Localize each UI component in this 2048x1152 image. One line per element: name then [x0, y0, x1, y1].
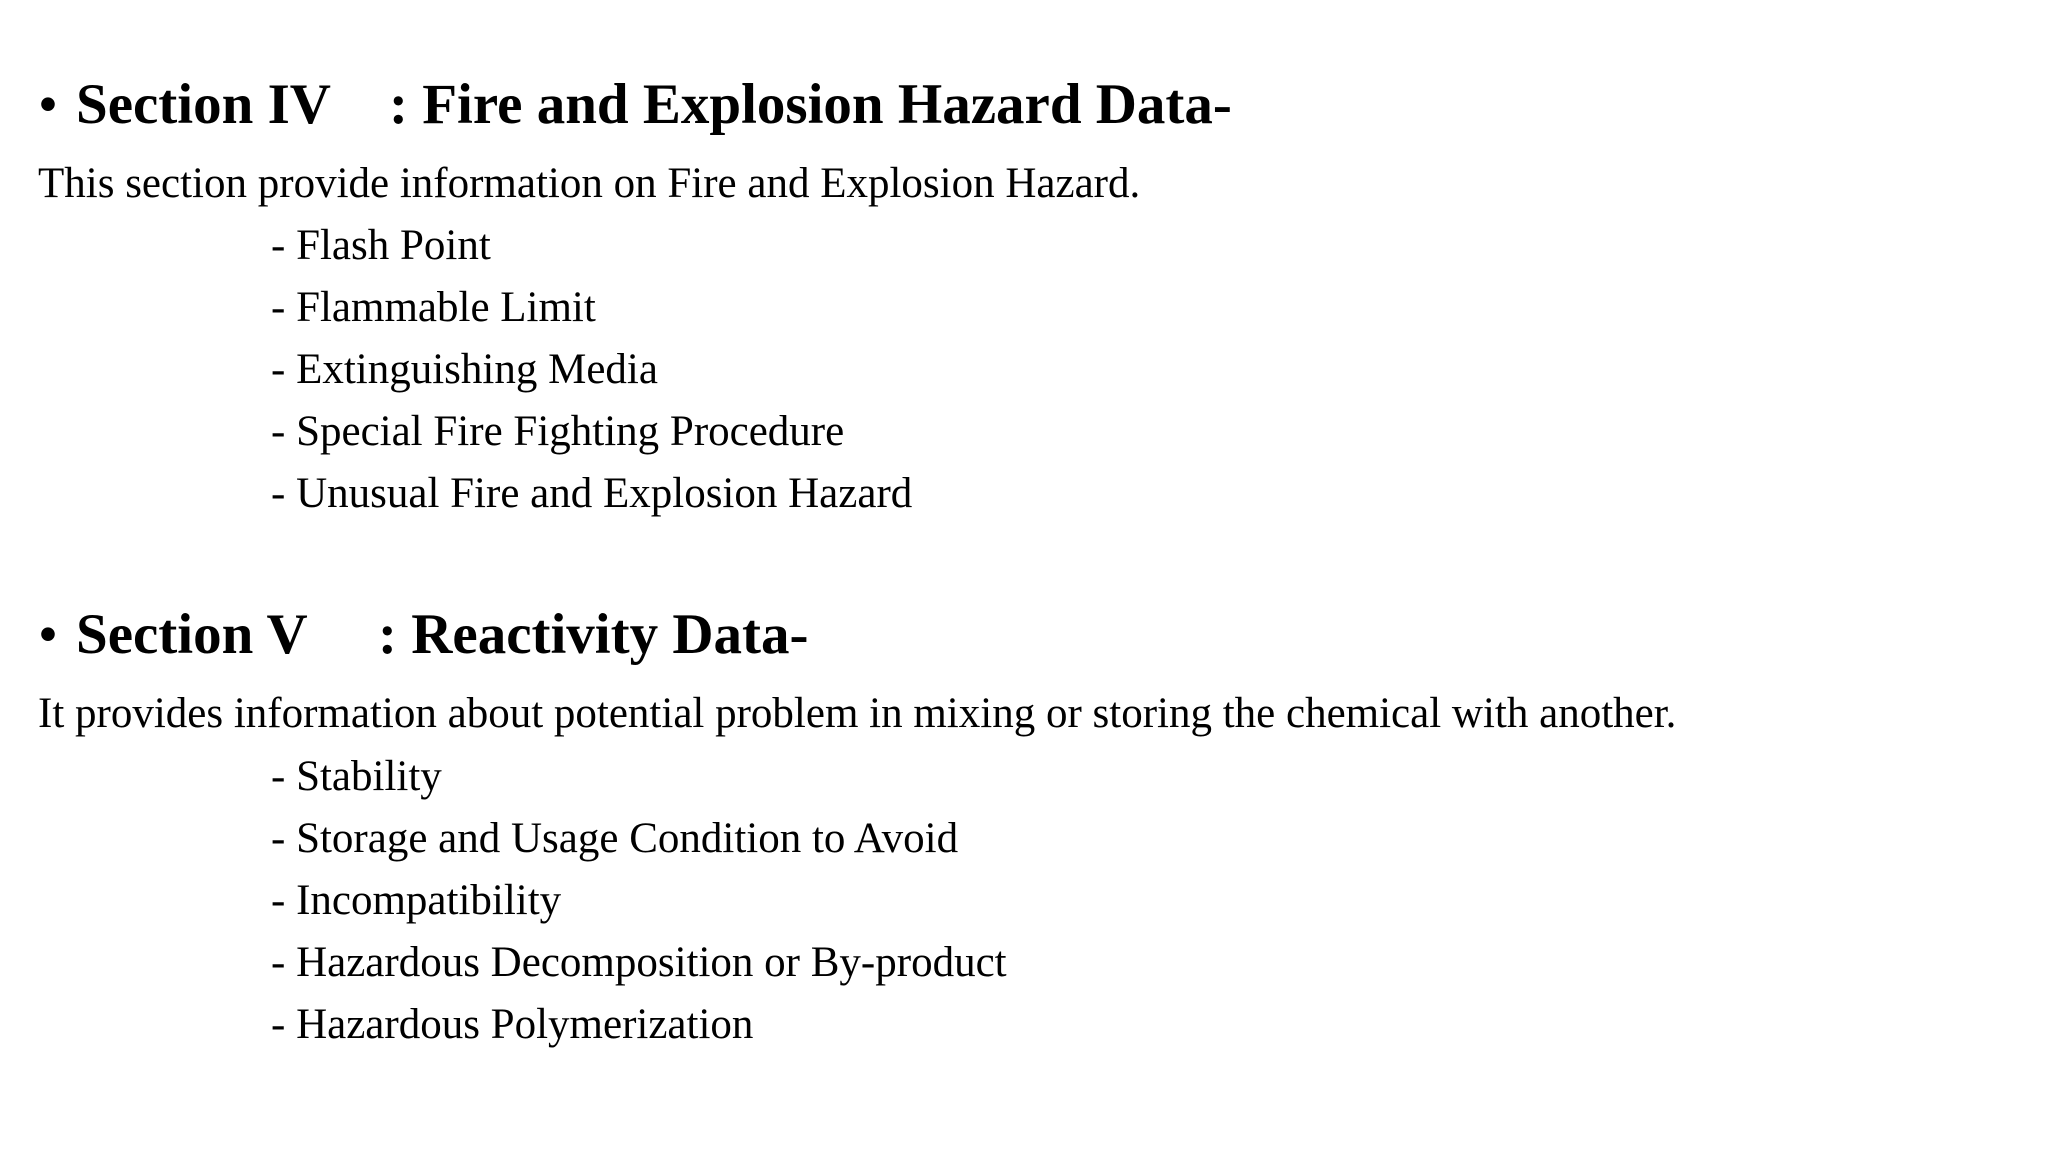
section-iv-bullet: •: [38, 73, 58, 136]
section-iv-title: : Fire and Explosion Hazard Data-: [389, 73, 1232, 136]
section-iv-heading: [38, 73, 1232, 136]
section-v-label: Section V: [76, 603, 308, 666]
section-iv-item-list: [271, 215, 912, 525]
list-item: - Incompatibility: [271, 877, 562, 924]
section-v-heading: [38, 603, 809, 666]
section-iv-description: This section provide information on Fire and Explosion Hazard.: [38, 160, 1141, 207]
list-item: - Unusual Fire and Explosion Hazard: [271, 470, 913, 517]
list-item: - Hazardous Decomposition or By-product: [271, 939, 1007, 986]
section-v-title: : Reactivity Data-: [378, 603, 809, 666]
section-v-description: It provides information about potential problem in mixing or storing the chemical with another.: [38, 690, 1677, 737]
section-v-bullet: •: [38, 603, 58, 666]
list-item: - Extinguishing Media: [271, 346, 658, 393]
section-v-item-list: [271, 746, 1007, 1056]
list-item: - Stability: [271, 753, 442, 800]
section-iv-label: Section IV: [76, 73, 331, 136]
list-item: - Flash Point: [271, 222, 491, 269]
list-item: - Flammable Limit: [271, 284, 596, 331]
list-item: - Hazardous Polymerization: [271, 1001, 754, 1048]
list-item: - Special Fire Fighting Procedure: [271, 408, 845, 455]
list-item: - Storage and Usage Condition to Avoid: [271, 815, 959, 862]
